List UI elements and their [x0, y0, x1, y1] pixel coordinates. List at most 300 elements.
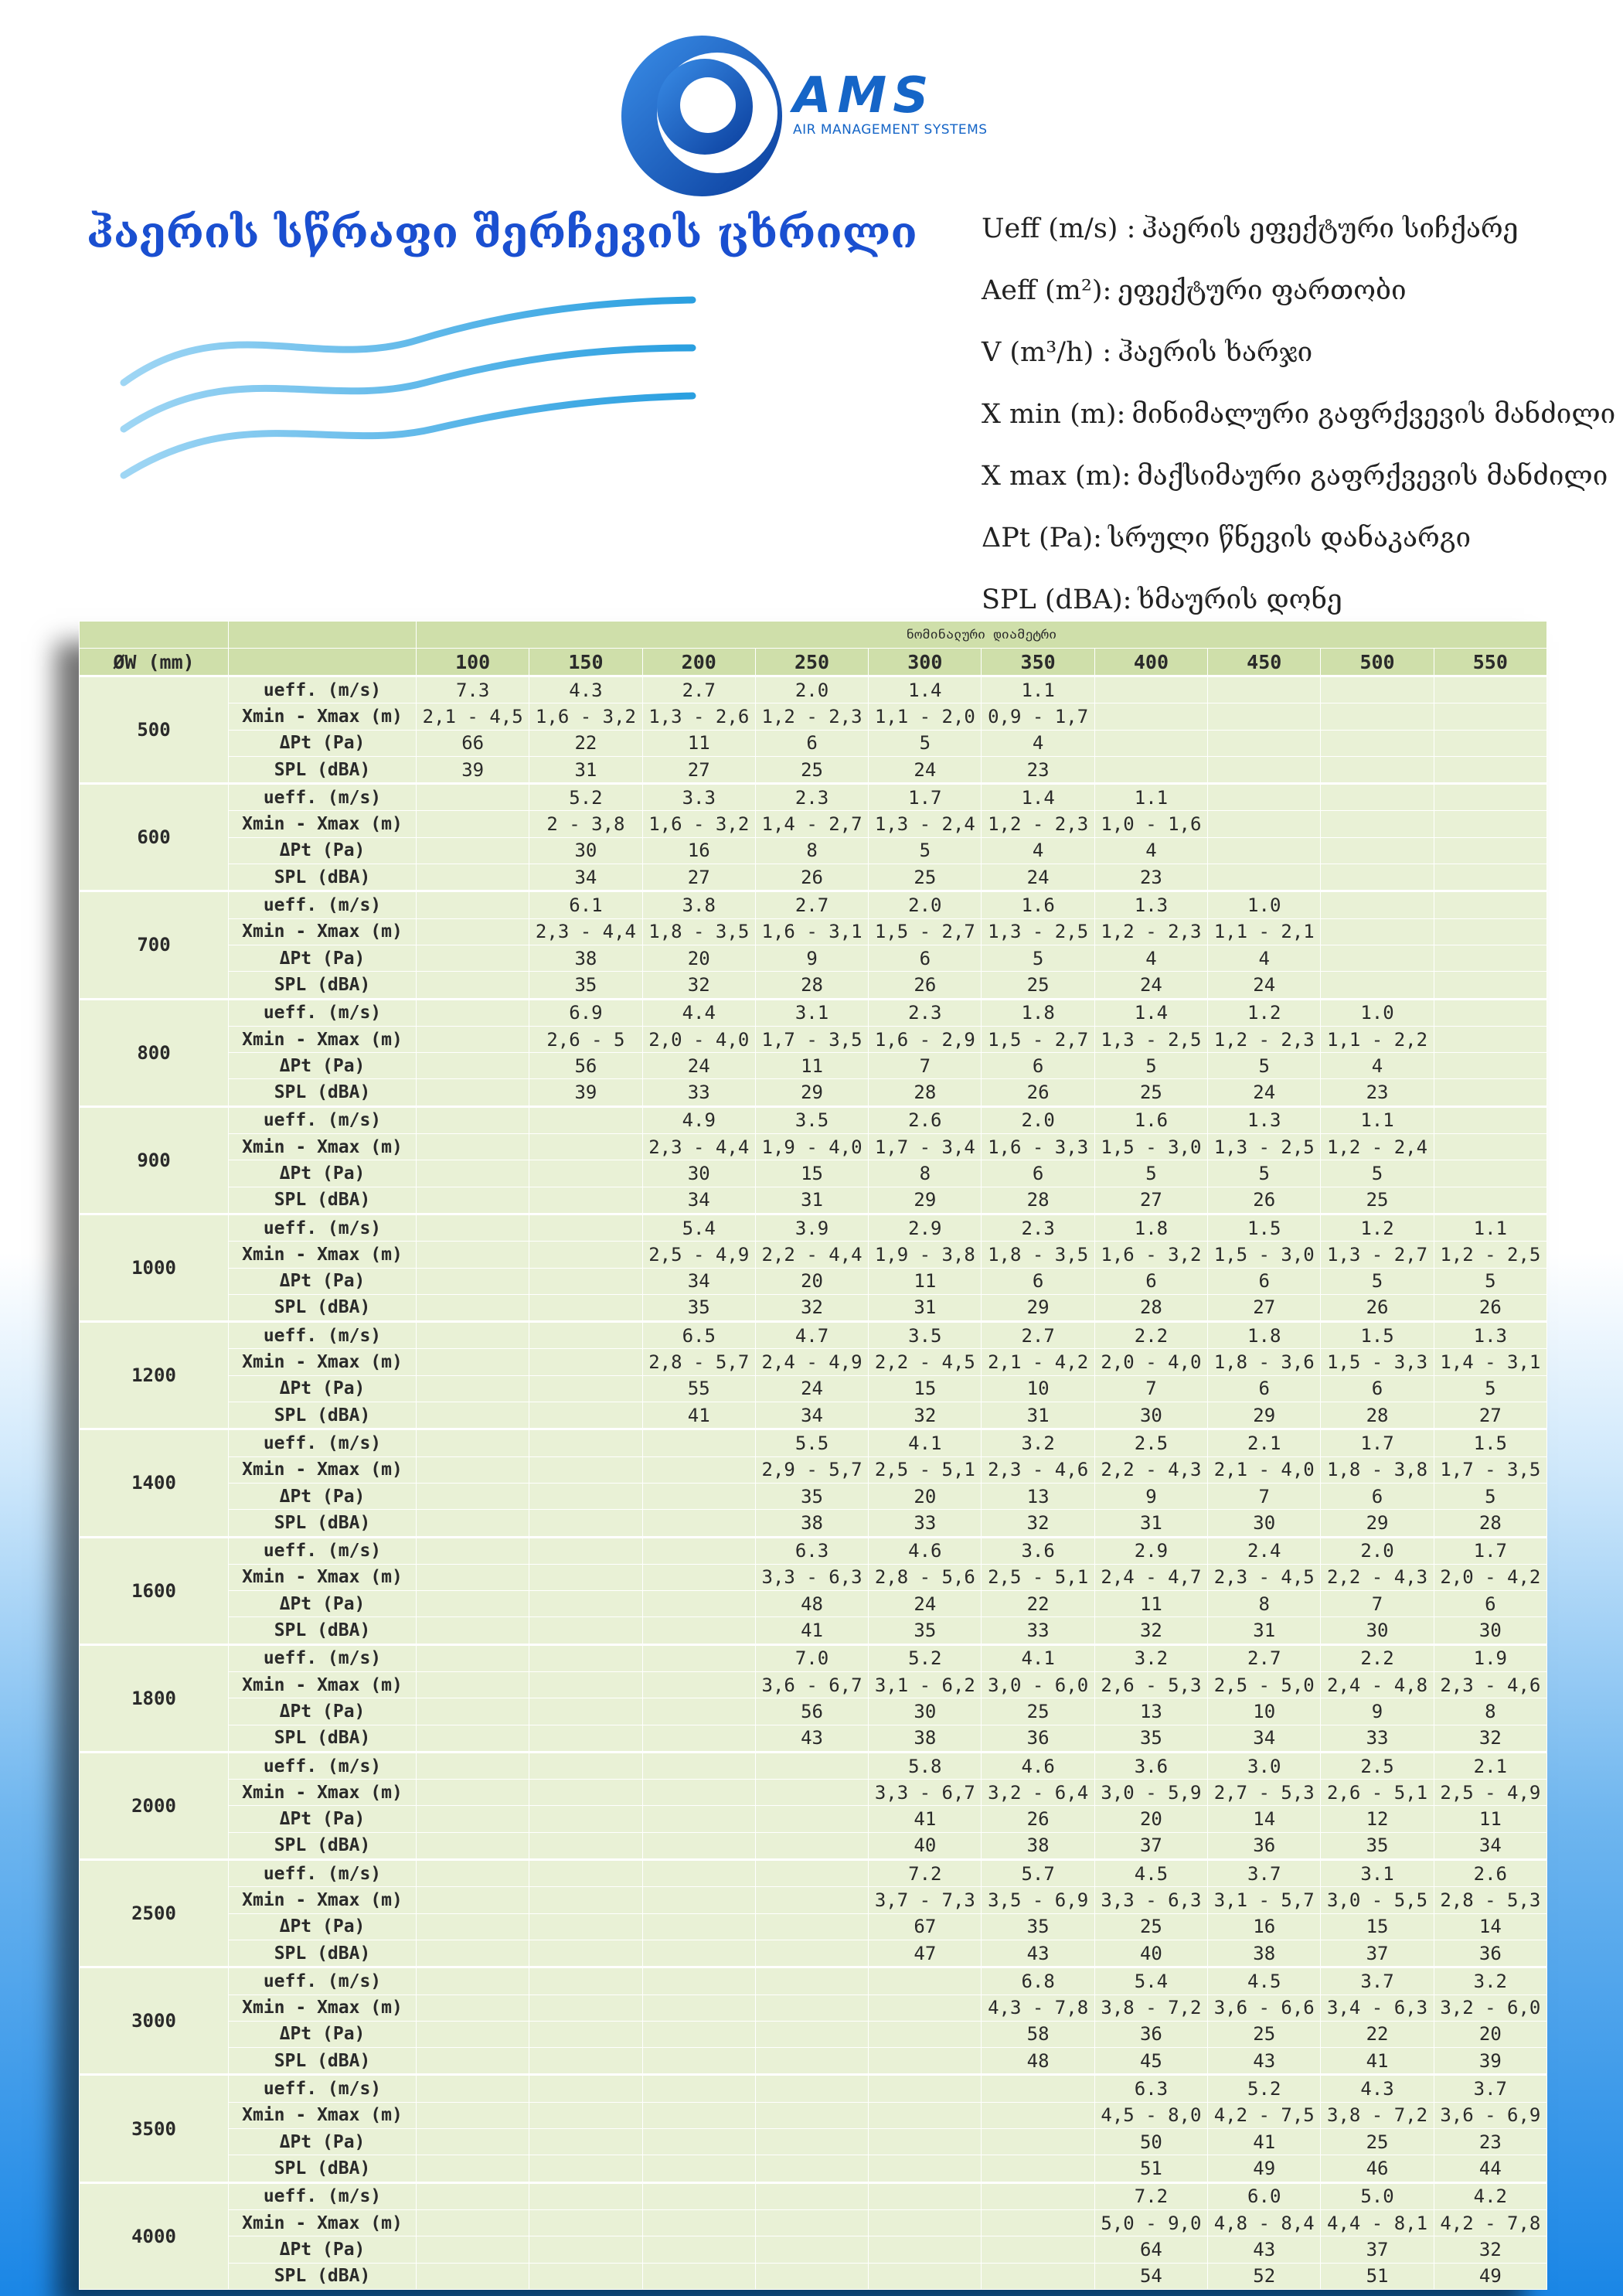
value-cell	[417, 784, 529, 811]
legend-description: ეფექტური ფართობი	[1118, 275, 1407, 306]
value-cell	[529, 1780, 642, 1806]
value-cell: 2,5 - 5,0	[1208, 1671, 1321, 1698]
parameter-label: SPL (dBA)	[229, 2155, 417, 2182]
value-cell	[642, 1940, 755, 1967]
value-cell	[529, 2263, 642, 2289]
value-cell	[642, 1698, 755, 1725]
legend-key: ΔPt (Pa):	[982, 523, 1102, 554]
value-cell: 2,3 - 4,4	[642, 1134, 755, 1160]
legend-description: ხმაურის დონე	[1138, 584, 1342, 615]
value-cell: 2.7	[642, 676, 755, 703]
value-cell: 4,3 - 7,8	[982, 1995, 1094, 2021]
table-row	[80, 703, 1547, 730]
value-cell: 1,9 - 3,8	[869, 1242, 982, 1268]
value-cell: 3.9	[755, 1214, 868, 1241]
value-cell: 38	[529, 945, 642, 971]
value-cell: 10	[1208, 1698, 1321, 1725]
value-cell: 2 - 3,8	[529, 811, 642, 837]
value-cell: 15	[869, 1375, 982, 1402]
parameter-label: SPL (dBA)	[229, 2048, 417, 2075]
value-cell	[417, 1887, 529, 1913]
value-cell	[529, 1725, 642, 1752]
value-cell: 9	[1321, 1698, 1434, 1725]
value-cell	[869, 2021, 982, 2047]
value-cell	[417, 2263, 529, 2289]
value-cell: 6.8	[982, 1967, 1094, 1995]
value-cell: 4.3	[1321, 2075, 1434, 2102]
parameter-label: ΔPt (Pa)	[229, 837, 417, 864]
value-cell: 1,2 - 2,3	[1208, 1026, 1321, 1052]
value-cell: 37	[1321, 1940, 1434, 1967]
legend-key: SPL (dBA):	[982, 584, 1132, 615]
value-cell: 2.3	[869, 999, 982, 1026]
value-cell	[1321, 756, 1434, 783]
value-cell	[642, 1429, 755, 1456]
value-cell	[982, 2129, 1094, 2155]
value-cell: 6	[982, 1160, 1094, 1187]
value-cell: 2,1 - 4,0	[1208, 1456, 1321, 1483]
value-cell	[755, 1940, 868, 1967]
value-cell: 16	[1208, 1913, 1321, 1940]
value-cell	[982, 2102, 1094, 2128]
value-cell: 32	[755, 1294, 868, 1321]
value-cell: 31	[869, 1294, 982, 1321]
value-cell: 11	[755, 1053, 868, 1079]
header-span-row	[80, 622, 1547, 649]
value-cell	[529, 1537, 642, 1564]
value-cell	[529, 1564, 642, 1590]
value-cell: 24	[982, 864, 1094, 891]
table-row	[80, 1214, 1547, 1241]
value-cell: 2,8 - 5,7	[642, 1349, 755, 1375]
value-cell	[529, 1456, 642, 1483]
parameter-label: Xmin - Xmax (m)	[229, 811, 417, 837]
value-cell: 34	[642, 1187, 755, 1214]
value-cell: 8	[869, 1160, 982, 1187]
parameter-label: ΔPt (Pa)	[229, 1268, 417, 1294]
parameter-label: Xmin - Xmax (m)	[229, 1671, 417, 1698]
diameter-group	[80, 1860, 1547, 1967]
value-cell: 1.0	[1321, 999, 1434, 1026]
value-cell: 5	[1208, 1053, 1321, 1079]
diameter-group	[80, 2075, 1547, 2182]
value-cell: 1,6 - 3,1	[755, 918, 868, 945]
value-cell	[1208, 756, 1321, 783]
table-row	[80, 1537, 1547, 1564]
value-cell	[755, 2155, 868, 2182]
value-cell: 24	[869, 756, 982, 783]
value-cell: 38	[1208, 1940, 1321, 1967]
table-row	[80, 972, 1547, 999]
value-cell	[417, 945, 529, 971]
value-cell: 14	[1434, 1913, 1546, 1940]
value-cell	[869, 2155, 982, 2182]
table-row	[80, 1134, 1547, 1160]
value-cell	[529, 2048, 642, 2075]
value-cell	[755, 2209, 868, 2236]
value-cell: 1,6 - 3,2	[642, 811, 755, 837]
value-cell	[755, 2102, 868, 2128]
value-cell	[529, 1106, 642, 1133]
value-cell: 6	[1321, 1483, 1434, 1509]
value-cell	[1321, 918, 1434, 945]
value-cell	[417, 1349, 529, 1375]
value-cell: 32	[1094, 1617, 1207, 1644]
value-cell: 27	[1434, 1402, 1546, 1429]
value-cell: 1,4 - 2,7	[755, 811, 868, 837]
table-row	[80, 1375, 1547, 1402]
value-cell: 4.6	[869, 1537, 982, 1564]
value-cell	[417, 2182, 529, 2209]
value-cell: 1.7	[1434, 1537, 1546, 1564]
value-cell	[755, 1913, 868, 1940]
value-cell	[529, 1644, 642, 1671]
value-cell: 2.7	[1208, 1644, 1321, 1671]
group-width-cell: 2000	[80, 1752, 229, 1859]
diameter-group	[80, 1322, 1547, 1429]
value-cell: 2.4	[1208, 1537, 1321, 1564]
parameter-label: SPL (dBA)	[229, 864, 417, 891]
value-cell	[1094, 676, 1207, 703]
value-cell: 40	[1094, 1940, 1207, 1967]
value-cell: 28	[1321, 1402, 1434, 1429]
value-cell: 38	[755, 1510, 868, 1537]
value-cell	[417, 2048, 529, 2075]
value-cell: 29	[869, 1187, 982, 1214]
value-cell	[1208, 811, 1321, 837]
value-cell	[417, 1537, 529, 1564]
table-row	[80, 918, 1547, 945]
value-cell: 48	[982, 2048, 1094, 2075]
value-cell: 34	[642, 1268, 755, 1294]
value-cell: 1.4	[1094, 999, 1207, 1026]
value-cell: 1.3	[1208, 1106, 1321, 1133]
parameter-label: Xmin - Xmax (m)	[229, 1242, 417, 1268]
value-cell: 2,9 - 5,7	[755, 1456, 868, 1483]
value-cell	[642, 1510, 755, 1537]
value-cell	[1434, 1026, 1546, 1052]
value-cell	[529, 1752, 642, 1779]
value-cell: 4.5	[1094, 1860, 1207, 1887]
value-cell	[1208, 864, 1321, 891]
abbreviation-legend	[982, 206, 1615, 639]
value-cell: 1,1 - 2,2	[1321, 1026, 1434, 1052]
table-row	[80, 1698, 1547, 1725]
value-cell	[417, 1429, 529, 1456]
value-cell: 29	[1321, 1510, 1434, 1537]
value-cell	[1208, 703, 1321, 730]
value-cell	[529, 1483, 642, 1509]
value-cell: 5.7	[982, 1860, 1094, 1887]
table-row	[80, 1026, 1547, 1052]
table-row	[80, 1268, 1547, 1294]
value-cell	[642, 2182, 755, 2209]
value-cell: 25	[982, 972, 1094, 999]
value-cell	[982, 2263, 1094, 2289]
parameter-label: ΔPt (Pa)	[229, 1160, 417, 1187]
value-cell: 48	[755, 1591, 868, 1617]
value-cell: 2,5 - 4,9	[642, 1242, 755, 1268]
value-cell: 3,1 - 6,2	[869, 1671, 982, 1698]
value-cell: 25	[1094, 1913, 1207, 1940]
value-cell	[529, 1187, 642, 1214]
parameter-label: SPL (dBA)	[229, 1725, 417, 1752]
value-cell	[417, 1806, 529, 1832]
value-cell	[417, 1456, 529, 1483]
value-cell: 2,5 - 4,9	[1434, 1780, 1546, 1806]
value-cell: 23	[1434, 2129, 1546, 2155]
value-cell	[1434, 676, 1546, 703]
value-cell: 46	[1321, 2155, 1434, 2182]
value-cell: 11	[1434, 1806, 1546, 1832]
value-cell: 2.3	[982, 1214, 1094, 1241]
value-cell: 3.0	[1208, 1752, 1321, 1779]
value-cell: 66	[417, 730, 529, 756]
value-cell: 2.6	[1434, 1860, 1546, 1887]
value-cell: 32	[1434, 1725, 1546, 1752]
value-cell	[869, 2263, 982, 2289]
parameter-label: ΔPt (Pa)	[229, 730, 417, 756]
parameter-label: ueff. (m/s)	[229, 1322, 417, 1349]
legend-description: ჰაერის ეფექტური სიჩქარე	[1142, 213, 1519, 244]
value-cell: 6	[1434, 1591, 1546, 1617]
value-cell: 33	[1321, 1725, 1434, 1752]
value-cell: 25	[755, 756, 868, 783]
value-cell: 5	[1434, 1268, 1546, 1294]
group-width-cell: 500	[80, 676, 229, 784]
diameter-group	[80, 1429, 1547, 1537]
table-row	[80, 1913, 1547, 1940]
value-cell: 27	[642, 756, 755, 783]
value-cell: 12	[1321, 1806, 1434, 1832]
diameter-group	[80, 999, 1547, 1106]
value-cell: 26	[1208, 1187, 1321, 1214]
value-cell	[417, 1780, 529, 1806]
value-cell: 3.2	[1094, 1644, 1207, 1671]
value-cell: 41	[869, 1806, 982, 1832]
value-cell: 34	[529, 864, 642, 891]
table-row	[80, 1671, 1547, 1698]
value-cell: 35	[755, 1483, 868, 1509]
value-cell	[642, 1617, 755, 1644]
value-cell: 1.8	[1094, 1214, 1207, 1241]
diameter-group	[80, 891, 1547, 999]
value-cell: 6.9	[529, 999, 642, 1026]
value-cell: 24	[1208, 972, 1321, 999]
parameter-label: ueff. (m/s)	[229, 1644, 417, 1671]
legend-description: მინიმალური გაფრქვევის მანძილი	[1131, 399, 1616, 430]
value-cell: 1.2	[1321, 1214, 1434, 1241]
value-cell: 3,2 - 6,0	[1434, 1995, 1546, 2021]
value-cell: 4.5	[1208, 1967, 1321, 1995]
value-cell	[529, 1887, 642, 1913]
value-cell: 3.2	[982, 1429, 1094, 1456]
value-cell	[1434, 1160, 1546, 1187]
value-cell	[417, 1322, 529, 1349]
table-row	[80, 1106, 1547, 1133]
value-cell: 5	[1208, 1160, 1321, 1187]
value-cell: 2.2	[1094, 1322, 1207, 1349]
value-cell: 4,2 - 7,8	[1434, 2209, 1546, 2236]
value-cell	[1434, 730, 1546, 756]
value-cell: 6	[1208, 1268, 1321, 1294]
table-row	[80, 1429, 1547, 1456]
legend-key: X max (m):	[982, 461, 1131, 492]
legend-description: სრული წნევის დანაკარგი	[1108, 523, 1472, 554]
value-cell	[642, 1832, 755, 1859]
value-cell: 2.6	[869, 1106, 982, 1133]
value-cell: 22	[982, 1591, 1094, 1617]
value-cell	[1434, 1187, 1546, 1214]
group-width-cell: 1000	[80, 1214, 229, 1321]
parameter-label: ueff. (m/s)	[229, 1106, 417, 1133]
value-cell: 2,3 - 4,4	[529, 918, 642, 945]
value-cell: 5	[1094, 1053, 1207, 1079]
value-cell: 1,7 - 3,5	[1434, 1456, 1546, 1483]
value-cell: 30	[1208, 1510, 1321, 1537]
value-cell: 31	[1094, 1510, 1207, 1537]
diameter-column-header: 550	[1434, 649, 1546, 676]
table-row	[80, 1187, 1547, 1214]
value-cell: 20	[1094, 1806, 1207, 1832]
value-cell	[417, 1940, 529, 1967]
value-cell	[982, 2209, 1094, 2236]
value-cell: 2,1 - 4,2	[982, 1349, 1094, 1375]
value-cell	[1208, 730, 1321, 756]
value-cell: 25	[982, 1698, 1094, 1725]
value-cell: 58	[982, 2021, 1094, 2047]
value-cell: 38	[982, 1832, 1094, 1859]
value-cell	[869, 1995, 982, 2021]
brand-block	[793, 67, 988, 138]
value-cell	[417, 837, 529, 864]
brand-name: AMS	[793, 67, 935, 124]
value-cell	[417, 1725, 529, 1752]
value-cell: 43	[982, 1940, 1094, 1967]
value-cell: 31	[755, 1187, 868, 1214]
value-cell: 1.1	[1434, 1214, 1546, 1241]
value-cell: 30	[1321, 1617, 1434, 1644]
value-cell: 15	[755, 1160, 868, 1187]
value-cell	[1321, 703, 1434, 730]
value-cell	[529, 1671, 642, 1698]
value-cell: 36	[1208, 1832, 1321, 1859]
parameter-label: ΔPt (Pa)	[229, 1698, 417, 1725]
legend-key: Ueff (m/s) :	[982, 213, 1136, 244]
value-cell	[1094, 730, 1207, 756]
value-cell: 1,2 - 2,3	[755, 703, 868, 730]
value-cell: 41	[1321, 2048, 1434, 2075]
value-cell	[755, 2075, 868, 2102]
value-cell: 4,4 - 8,1	[1321, 2209, 1434, 2236]
value-cell	[417, 2209, 529, 2236]
value-cell	[642, 1644, 755, 1671]
value-cell	[1208, 676, 1321, 703]
value-cell	[642, 1780, 755, 1806]
value-cell: 3,3 - 6,7	[869, 1780, 982, 1806]
table-row	[80, 676, 1547, 703]
value-cell: 51	[1094, 2155, 1207, 2182]
value-cell: 3.2	[1434, 1967, 1546, 1995]
value-cell: 1.5	[1434, 1429, 1546, 1456]
value-cell: 11	[642, 730, 755, 756]
table-row	[80, 1887, 1547, 1913]
value-cell: 30	[1434, 1617, 1546, 1644]
header-blank	[229, 649, 417, 676]
value-cell	[417, 1644, 529, 1671]
value-cell	[417, 1079, 529, 1106]
value-cell: 2.7	[982, 1322, 1094, 1349]
parameter-label: SPL (dBA)	[229, 1187, 417, 1214]
value-cell: 4.7	[755, 1322, 868, 1349]
parameter-label: Xmin - Xmax (m)	[229, 703, 417, 730]
value-cell	[417, 1160, 529, 1187]
value-cell: 1.7	[1321, 1429, 1434, 1456]
value-cell: 1,1 - 2,1	[1208, 918, 1321, 945]
value-cell	[982, 2075, 1094, 2102]
value-cell: 5	[1094, 1160, 1207, 1187]
parameter-label: SPL (dBA)	[229, 1402, 417, 1429]
value-cell	[755, 1967, 868, 1995]
legend-item	[982, 453, 1615, 515]
value-cell	[755, 1832, 868, 1859]
value-cell: 39	[529, 1079, 642, 1106]
parameter-label: Xmin - Xmax (m)	[229, 2209, 417, 2236]
value-cell: 2.0	[1321, 1537, 1434, 1564]
value-cell	[869, 1967, 982, 1995]
value-cell: 2,7 - 5,3	[1208, 1780, 1321, 1806]
value-cell: 11	[869, 1268, 982, 1294]
value-cell	[642, 1913, 755, 1940]
value-cell: 13	[1094, 1698, 1207, 1725]
value-cell: 5.8	[869, 1752, 982, 1779]
value-cell: 47	[869, 1940, 982, 1967]
value-cell: 5.5	[755, 1429, 868, 1456]
table-row	[80, 730, 1547, 756]
value-cell: 7.2	[1094, 2182, 1207, 2209]
value-cell: 0,9 - 1,7	[982, 703, 1094, 730]
legend-item	[982, 515, 1615, 577]
value-cell: 43	[1208, 2236, 1321, 2263]
value-cell: 1,6 - 3,3	[982, 1134, 1094, 1160]
value-cell: 1.3	[1094, 891, 1207, 918]
value-cell: 1,8 - 3,6	[1208, 1349, 1321, 1375]
value-cell: 3,6 - 6,7	[755, 1671, 868, 1698]
value-cell	[529, 1349, 642, 1375]
value-cell	[1094, 703, 1207, 730]
value-cell: 4.2	[1434, 2182, 1546, 2209]
value-cell: 45	[1094, 2048, 1207, 2075]
parameter-label: Xmin - Xmax (m)	[229, 1456, 417, 1483]
value-cell: 24	[869, 1591, 982, 1617]
value-cell: 28	[1434, 1510, 1546, 1537]
parameter-label: Xmin - Xmax (m)	[229, 2102, 417, 2128]
value-cell: 5	[1321, 1268, 1434, 1294]
value-cell: 2,4 - 4,8	[1321, 1671, 1434, 1698]
row-header-label: ØW (mm)	[80, 649, 229, 676]
legend-item	[982, 391, 1615, 453]
value-cell: 1.5	[1208, 1214, 1321, 1241]
value-cell	[529, 2075, 642, 2102]
value-cell	[529, 2182, 642, 2209]
value-cell	[417, 2155, 529, 2182]
table-row	[80, 1644, 1547, 1671]
value-cell	[529, 1832, 642, 1859]
value-cell: 4,5 - 8,0	[1094, 2102, 1207, 2128]
table-row	[80, 2236, 1547, 2263]
value-cell: 3,8 - 7,2	[1321, 2102, 1434, 2128]
value-cell: 2,8 - 5,6	[869, 1564, 982, 1590]
